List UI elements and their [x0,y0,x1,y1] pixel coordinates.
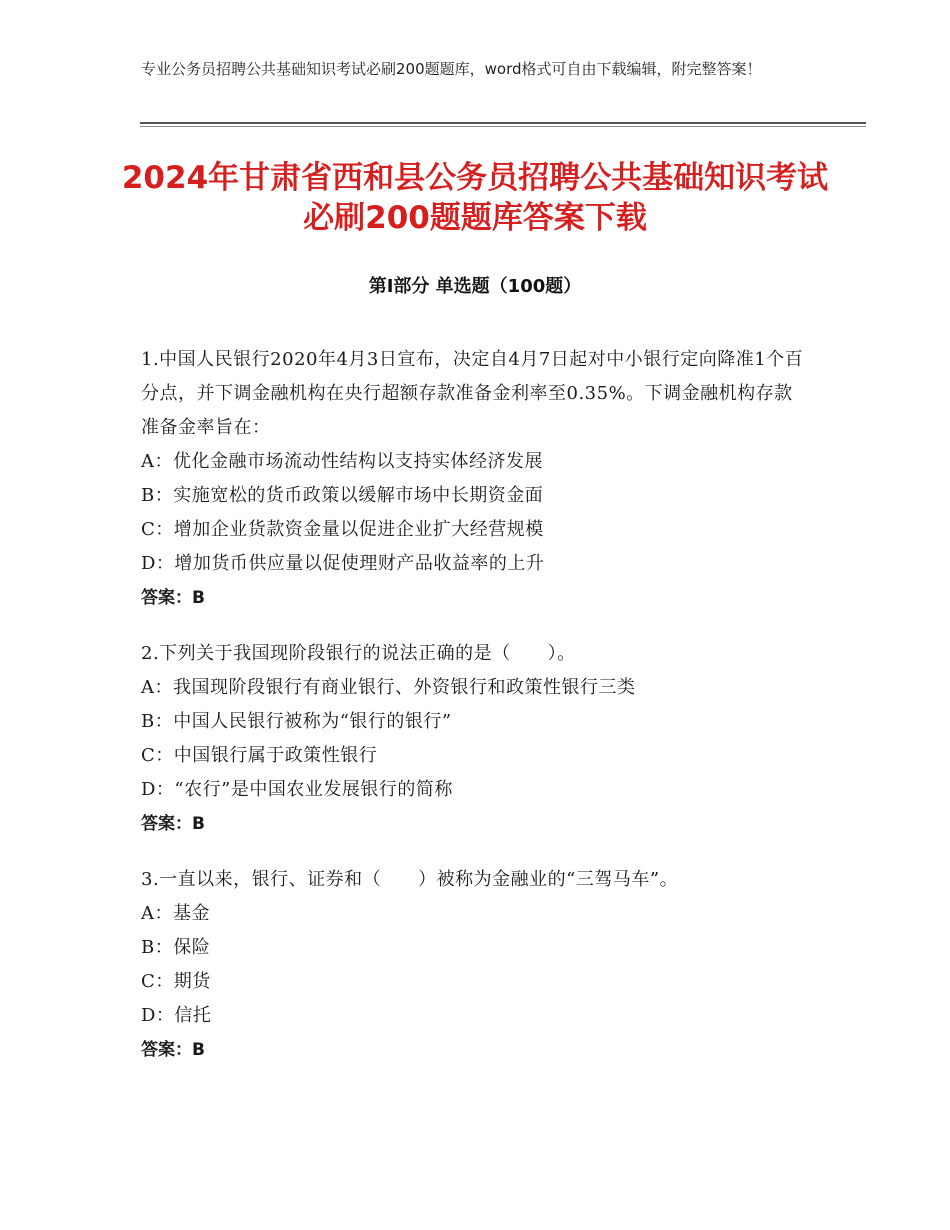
option-c: C：增加企业货款资金量以促进企业扩大经营规模 [141,519,544,540]
option-a: A：优化金融市场流动性结构以支持实体经济发展 [141,451,543,472]
answer-label: 答案：B [141,588,205,608]
question-stem: 1.中国人民银行2020年4月3日宣布，决定自4月7日起对中小银行定向降准1个百分点，并下调金融机构在央行超额存款准备金利率至0.35%。下调金融机构存款准备金率旨在： [141,349,804,438]
document-title: 2024年甘肃省西和县公务员招聘公共基础知识考试必刷200题题库答案下载 [121,160,829,236]
question-2 [141,637,811,841]
option-c: C：中国银行属于政策性银行 [141,745,378,766]
question-3 [141,863,811,1067]
option-c: C：期货 [141,971,211,992]
answer-label: 答案：B [141,1040,205,1060]
answer-label: 答案：B [141,814,205,834]
section-title: 第Ⅰ部分 单选题（100题） [368,276,582,297]
header-note: 专业公务员招聘公共基础知识考试必刷200题题库，word格式可自由下载编辑，附完整答案！ [141,60,762,78]
question-1 [141,343,811,615]
option-b: B：实施宽松的货币政策以缓解市场中长期资金面 [141,485,544,506]
option-a: A：基金 [141,903,210,924]
header-divider-thick [140,122,866,124]
option-d: D：“农行”是中国农业发展银行的简称 [141,779,453,800]
option-d: D：信托 [141,1005,212,1026]
option-b: B：保险 [141,937,211,958]
option-d: D：增加货币供应量以促使理财产品收益率的上升 [141,553,545,574]
question-list [141,343,811,1089]
header-divider-thin [140,126,866,127]
question-stem: 3.一直以来，银行、证券和（ ）被称为金融业的“三驾马车”。 [141,869,679,890]
option-a: A：我国现阶段银行有商业银行、外资银行和政策性银行三类 [141,677,636,698]
question-stem: 2.下列关于我国现阶段银行的说法正确的是（ ）。 [141,643,576,664]
option-b: B：中国人民银行被称为“银行的银行” [141,711,452,732]
